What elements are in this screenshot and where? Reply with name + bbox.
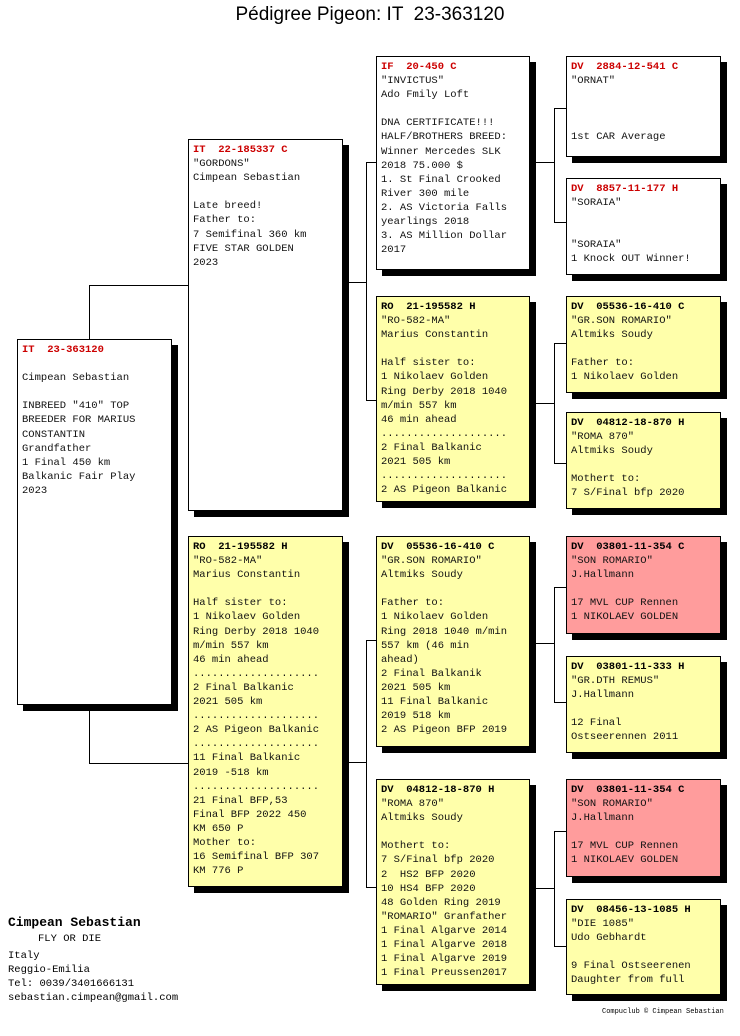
connector	[89, 705, 90, 763]
pedigree-line: BREEDER FOR MARIUS	[22, 414, 136, 427]
pedigree-line: yearlings 2018	[381, 216, 470, 229]
pedigree-line	[571, 582, 716, 596]
pedigree-line: INBREED "410" TOP	[22, 400, 130, 413]
pedigree-line: Late breed!	[193, 200, 263, 213]
pedigree-line: 10 HS4 BFP 2020	[381, 882, 476, 895]
pedigree-line	[571, 945, 716, 959]
pedigree-line: 46 min ahead	[193, 653, 269, 666]
pedigree-line: 1 Nikolaev Golden	[381, 611, 489, 624]
ring-number: RO 21-195582 H	[381, 301, 476, 313]
connector	[554, 463, 566, 464]
pedigree-line: "ROMARIO" Granfather	[381, 910, 508, 923]
pedigree-line: Ring Derby 2018 1040	[193, 625, 320, 638]
pedigree-line: Udo Gebhardt	[571, 932, 647, 945]
pedigree-line: Altmiks Soudy	[571, 329, 653, 342]
pedigree-line: 1 Final Preussen2017	[381, 967, 508, 980]
pedigree-line: HALF/BROTHERS BREED:	[381, 131, 508, 144]
pedigree-line: 3. AS Million Dollar	[381, 230, 508, 243]
connector	[554, 587, 566, 588]
pedigree-line	[571, 102, 716, 116]
pedigree-line: 9 Final Ostseerenen	[571, 960, 691, 973]
pedigree-line	[381, 825, 525, 839]
pedigree-line: KM 776 P	[193, 865, 244, 878]
pedigree-line: 1 Knock OUT Winner!	[571, 253, 691, 266]
connector	[366, 640, 367, 887]
pedigree-box-sire-dam-sire[interactable]	[566, 296, 721, 393]
connector	[554, 222, 566, 223]
pedigree-line: "RO-582-MA"	[381, 315, 451, 328]
pedigree-line	[571, 702, 716, 716]
pedigree-line: "SON ROMARIO"	[571, 555, 653, 568]
pedigree-line: 2 AS Pigeon Balkanic	[381, 484, 508, 497]
pedigree-line: 2 AS Pigeon Balkanic	[193, 724, 320, 737]
connector	[554, 831, 555, 946]
pedigree-line: 2023	[22, 484, 48, 497]
ring-number: IT 23-363120	[22, 344, 104, 356]
pedigree-line	[193, 582, 338, 596]
pedigree-line: "SON ROMARIO"	[571, 798, 653, 811]
page-title: Pédigree Pigeon: IT 23-363120	[235, 4, 505, 25]
pedigree-box-dam-dam-sire[interactable]	[566, 779, 721, 877]
connector	[530, 162, 554, 163]
pedigree-line	[571, 210, 716, 224]
connector	[366, 887, 376, 888]
ring-number: DV 8857-11-177 H	[571, 183, 679, 195]
pedigree-line: "GR.DTH REMUS"	[571, 675, 660, 688]
pedigree-line: 2021 505 km	[381, 456, 451, 469]
pedigree-line: 48 Golden Ring 2019	[381, 896, 501, 909]
pedigree-box-dam-dam-dam[interactable]	[566, 899, 721, 995]
pedigree-line: 1. St Final Crooked	[381, 173, 501, 186]
pedigree-line: 2021 505 km	[193, 696, 263, 709]
pedigree-line: Altmiks Soudy	[571, 445, 653, 458]
pedigree-line: "INVICTUS"	[381, 75, 445, 88]
pedigree-line: Ring 2018 1040 m/min	[381, 625, 508, 638]
pedigree-line: "ROMA 870"	[571, 431, 635, 444]
pedigree-box-mother[interactable]	[188, 536, 343, 887]
pedigree-line: ....................	[381, 470, 508, 483]
pedigree-line: "ORNAT"	[571, 75, 616, 88]
pedigree-line: 11 Final Balkanic	[193, 752, 301, 765]
pedigree-line: Half sister to:	[193, 597, 288, 610]
pedigree-line: Altmiks Soudy	[381, 569, 463, 582]
owner-info	[8, 914, 178, 1005]
pedigree-box-sire-dam-dam[interactable]	[566, 412, 721, 509]
pedigree-line: 2 Final Balkanic	[193, 681, 294, 694]
pedigree-line: Ostseerennen 2011	[571, 731, 679, 744]
pedigree-line: Cimpean Sebastian	[22, 372, 130, 385]
pedigree-line: 21 Final BFP,53	[193, 794, 288, 807]
pedigree-line: Final BFP 2022 450	[193, 808, 307, 821]
pedigree-line: 17 MVL CUP Rennen	[571, 840, 679, 853]
pedigree-line: 46 min ahead	[381, 413, 457, 426]
pedigree-line: Father to:	[381, 597, 445, 610]
pedigree-line: ....................	[381, 427, 508, 440]
owner-email[interactable]: sebastian.cimpean@gmail.com	[8, 992, 179, 1005]
pedigree-line: "GR.SON ROMARIO"	[571, 315, 672, 328]
ring-number: DV 08456-13-1085 H	[571, 904, 691, 916]
connector	[530, 403, 554, 404]
connector	[343, 282, 366, 283]
pedigree-line: Ring Derby 2018 1040	[381, 385, 508, 398]
ring-number: RO 21-195582 H	[193, 541, 288, 553]
owner-phone: Tel: 0039/3401666131	[8, 978, 135, 991]
pedigree-line: m/min 557 km	[193, 639, 269, 652]
pedigree-line: DNA CERTIFICATE!!!	[381, 117, 495, 130]
pedigree-line: 1 Final 450 km	[22, 456, 111, 469]
pedigree-line: KM 650 P	[193, 822, 244, 835]
ring-number: IT 22-185337 C	[193, 144, 288, 156]
pedigree-box-father[interactable]	[188, 139, 343, 511]
connector	[554, 108, 566, 109]
pedigree-line: ....................	[193, 667, 320, 680]
owner-city: Reggio-Emilia	[8, 964, 90, 977]
pedigree-line: 1st CAR Average	[571, 131, 666, 144]
connector	[366, 400, 376, 401]
pedigree-line: J.Hallmann	[571, 569, 635, 582]
pedigree-line	[381, 342, 525, 356]
pedigree-line: 2019 518 km	[381, 710, 451, 723]
pedigree-line: "RO-582-MA"	[193, 555, 263, 568]
pedigree-line: 1 Nikolaev Golden	[571, 371, 679, 384]
pedigree-line: 1 NIKOLAEV GOLDEN	[571, 611, 679, 624]
pedigree-line	[571, 458, 716, 472]
connector	[554, 587, 555, 702]
pedigree-line: Marius Constantin	[193, 569, 301, 582]
pedigree-line: CONSTANTIN	[22, 428, 86, 441]
connector	[554, 108, 555, 222]
pedigree-line: 1 Nikolaev Golden	[381, 371, 489, 384]
pedigree-line: 7 S/Final bfp 2020	[571, 487, 685, 500]
pedigree-line: Altmiks Soudy	[381, 812, 463, 825]
pedigree-line: "GR.SON ROMARIO"	[381, 555, 482, 568]
pedigree-line: Father to:	[571, 357, 635, 370]
connector	[366, 640, 376, 641]
pedigree-line: ....................	[193, 780, 320, 793]
pedigree-line	[381, 102, 525, 116]
pedigree-line: 1 Final Algarve 2018	[381, 939, 508, 952]
pedigree-box-dam-sire[interactable]	[376, 536, 530, 747]
pedigree-line: "SORAIA"	[571, 239, 622, 252]
pedigree-line	[571, 88, 716, 102]
connector	[554, 702, 566, 703]
pedigree-line: 2021 505 km	[381, 681, 451, 694]
ring-number: DV 03801-11-354 C	[571, 541, 685, 553]
connector	[366, 162, 376, 163]
ring-number: DV 04812-18-870 H	[381, 784, 495, 796]
connector	[554, 946, 566, 947]
pedigree-box-sire-sire-sire[interactable]	[566, 56, 721, 157]
pedigree-line: 16 Semifinal BFP 307	[193, 851, 320, 864]
pedigree-line: River 300 mile	[381, 187, 470, 200]
pedigree-line: "SORAIA"	[571, 197, 622, 210]
pedigree-box-sire-dam[interactable]	[376, 296, 530, 502]
pedigree-line	[193, 185, 338, 199]
pedigree-line: 17 MVL CUP Rennen	[571, 597, 679, 610]
pedigree-line	[571, 224, 716, 238]
pedigree-line	[22, 357, 167, 371]
connector	[366, 162, 367, 400]
pedigree-line	[571, 342, 716, 356]
pedigree-line: Balkanic Fair Play	[22, 470, 136, 483]
connector	[554, 343, 555, 463]
pedigree-line: ....................	[193, 710, 320, 723]
pedigree-box-subject[interactable]	[17, 339, 172, 705]
pedigree-line: 2023	[193, 256, 219, 269]
pedigree-box-dam-dam[interactable]	[376, 779, 530, 985]
pedigree-box-sire-sire[interactable]	[376, 56, 530, 270]
pedigree-line: 1 Nikolaev Golden	[193, 611, 301, 624]
pedigree-line: 7 Semifinal 360 km	[193, 228, 307, 241]
pedigree-line	[22, 385, 167, 399]
connector	[89, 763, 189, 764]
pedigree-line: 2 AS Pigeon BFP 2019	[381, 724, 508, 737]
pedigree-line: FIVE STAR GOLDEN	[193, 242, 294, 255]
pedigree-line: 2. AS Victoria Falls	[381, 201, 508, 214]
connector	[343, 762, 366, 763]
pedigree-line: Marius Constantin	[381, 329, 489, 342]
connector	[554, 831, 566, 832]
pedigree-line: m/min 557 km	[381, 399, 457, 412]
pedigree-line: 2017	[381, 244, 407, 257]
ring-number: DV 05536-16-410 C	[381, 541, 495, 553]
pedigree-line: Mothert to:	[571, 473, 641, 486]
pedigree-line: 2 HS2 BFP 2020	[381, 868, 476, 881]
pedigree-line: 2019 -518 km	[193, 766, 269, 779]
connector	[554, 343, 566, 344]
pedigree-line: Daughter from full	[571, 974, 685, 987]
ring-number: DV 03801-11-333 H	[571, 661, 685, 673]
pedigree-line: Ado Fmily Loft	[381, 89, 470, 102]
connector	[530, 888, 554, 889]
pedigree-line: ahead)	[381, 653, 419, 666]
pedigree-line: J.Hallmann	[571, 812, 635, 825]
pedigree-line: 2 Final Balkanic	[381, 441, 482, 454]
pedigree-line: Cimpean Sebastian	[193, 172, 301, 185]
pedigree-line: Half sister to:	[381, 357, 476, 370]
pedigree-line: Winner Mercedes SLK	[381, 145, 501, 158]
connector	[89, 285, 189, 286]
pedigree-line: "GORDONS"	[193, 158, 250, 171]
connector	[530, 643, 554, 644]
pedigree-line: 1 NIKOLAEV GOLDEN	[571, 854, 679, 867]
pedigree-line: 2 Final Balkanik	[381, 667, 482, 680]
owner-country: Italy	[8, 950, 40, 963]
connector	[89, 285, 90, 339]
pedigree-box-dam-sire-dam[interactable]	[566, 656, 721, 753]
owner-motto: FLY OR DIE	[38, 933, 102, 945]
pedigree-line: Father to:	[193, 214, 257, 227]
pedigree-box-sire-sire-dam[interactable]	[566, 178, 721, 275]
pedigree-line: ....................	[193, 738, 320, 751]
pedigree-line: Mothert to:	[381, 840, 451, 853]
owner-name: Cimpean Sebastian	[8, 915, 141, 930]
pedigree-line	[571, 825, 716, 839]
pedigree-line	[381, 582, 525, 596]
pedigree-line: 11 Final Balkanic	[381, 696, 489, 709]
pedigree-line: "ROMA 870"	[381, 798, 445, 811]
pedigree-line: 7 S/Final bfp 2020	[381, 854, 495, 867]
pedigree-line: J.Hallmann	[571, 689, 635, 702]
ring-number: DV 05536-16-410 C	[571, 301, 685, 313]
pedigree-box-dam-sire-sire[interactable]	[566, 536, 721, 634]
pedigree-line: 2018 75.000 $	[381, 159, 463, 172]
pedigree-line: 557 km (46 min	[381, 639, 470, 652]
pedigree-line	[571, 116, 716, 130]
ring-number: DV 2884-12-541 C	[571, 61, 679, 73]
ring-number: DV 03801-11-354 C	[571, 784, 685, 796]
footer-credit: Compuclub © Cimpean Sebastian	[602, 1008, 724, 1016]
pedigree-line: 1 Final Algarve 2014	[381, 924, 508, 937]
pedigree-line: Mother to:	[193, 836, 257, 849]
pedigree-line: "DIE 1085"	[571, 918, 635, 931]
pedigree-line: Grandfather	[22, 442, 92, 455]
ring-number: DV 04812-18-870 H	[571, 417, 685, 429]
pedigree-line: 12 Final	[571, 717, 622, 730]
pedigree-line: 1 Final Algarve 2019	[381, 953, 508, 966]
ring-number: IF 20-450 C	[381, 61, 457, 73]
